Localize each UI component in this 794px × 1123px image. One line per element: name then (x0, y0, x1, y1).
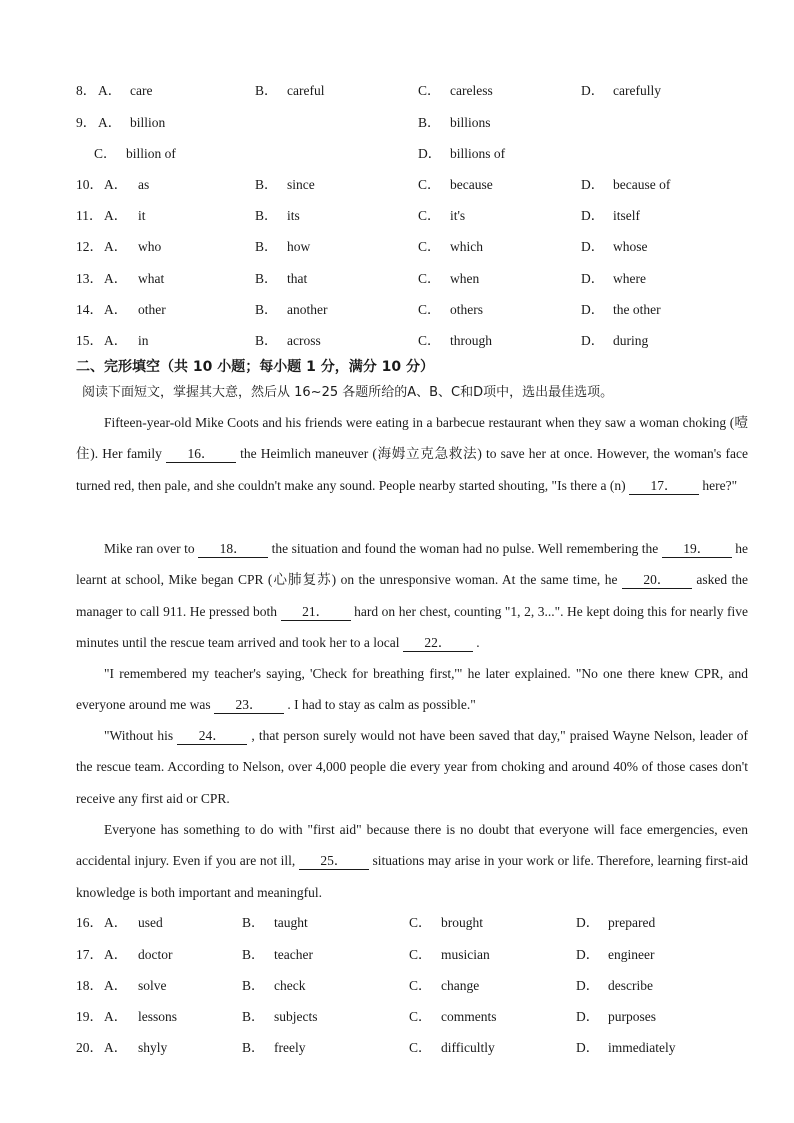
passage-text: situations may arise in your work or life. Therefore, learning first-aid knowledge is both important and meaningful. (76, 853, 748, 900)
option-a-text: in (138, 333, 149, 348)
option-c-text: through (450, 333, 492, 348)
passage-text: hard on her chest, counting "1, 2, 3...". He kept doing this for nearly five minutes until the rescue team arrived and took her to a local (76, 603, 748, 650)
option-c-label: C． (409, 978, 432, 993)
passage-text: Everyone has something to do with "first aid" because there is no doubt that everyone will face emergencies, even accidental injury. Even if you are not ill, (76, 822, 748, 869)
question-row-17 (76, 944, 756, 966)
passage-text: asked the manager to call 911. He pressed both (76, 572, 748, 619)
option-c-label: C． (418, 83, 441, 98)
option-c-text: comments (441, 1009, 497, 1024)
blank-22: 22． (403, 635, 473, 652)
option-b-text: another (287, 302, 328, 317)
passage-text: Mike ran over to (104, 541, 199, 556)
option-b-text: subjects (274, 1009, 318, 1024)
option-c-label: C． (409, 1009, 432, 1024)
blank-19: 19． (662, 541, 732, 558)
option-c-text: brought (441, 915, 483, 930)
option-d-label: D． (418, 146, 442, 161)
option-c-text: which (450, 239, 483, 254)
option-c-label: C． (418, 239, 441, 254)
passage-text: . (472, 634, 480, 650)
option-c-text: change (441, 978, 480, 993)
option-c-label: C． (409, 947, 432, 962)
option-a-label: A． (104, 947, 128, 962)
question-number: 9． (76, 115, 97, 130)
option-c-text: billion of (126, 146, 176, 161)
option-c-label: C． (409, 1040, 432, 1055)
option-b-text: billions (450, 115, 491, 130)
blank-23: 23． (214, 697, 284, 714)
option-a-label: A． (104, 915, 128, 930)
option-d-label: D． (581, 177, 605, 192)
question-row-19 (76, 1006, 756, 1028)
option-b-label: B． (418, 115, 441, 130)
option-b-label: B． (255, 333, 278, 348)
option-c-label: C． (94, 146, 117, 161)
passage-text: he learnt at school, Mike began CPR (心肺复苏) on the unresponsive woman. At the same time, he (76, 541, 748, 588)
option-b-label: B． (242, 1009, 265, 1024)
option-b-text: that (287, 271, 308, 286)
option-c-text: difficultly (441, 1040, 495, 1055)
option-a-text: what (138, 271, 165, 286)
option-b-label: B． (255, 83, 278, 98)
option-a-label: A． (98, 115, 122, 130)
question-number: 10． (76, 177, 103, 192)
blank-17: 17． (629, 478, 699, 495)
passage-text: here?" (699, 477, 738, 493)
option-d-label: D． (576, 978, 600, 993)
blank-21: 21． (281, 604, 351, 621)
option-d-label: D． (581, 302, 605, 317)
question-number: 13． (76, 271, 103, 286)
option-b-text: freely (274, 1040, 306, 1055)
option-d-text: the other (613, 302, 661, 317)
question-number: 17． (76, 947, 103, 962)
option-d-text: billions of (450, 146, 506, 161)
option-d-text: immediately (608, 1040, 676, 1055)
option-d-label: D． (581, 239, 605, 254)
option-d-text: engineer (608, 947, 655, 962)
option-b-text: teacher (274, 947, 313, 962)
option-a-label: A． (104, 302, 128, 317)
passage-paragraph-3 (76, 658, 748, 721)
option-a-label: A． (104, 978, 128, 993)
passage-text: the situation and found the woman had no pulse. Well remembering the (268, 541, 662, 556)
option-a-text: it (138, 208, 146, 223)
option-d-text: where (613, 271, 646, 286)
option-a-text: as (138, 177, 150, 192)
option-a-text: doctor (138, 947, 173, 962)
option-d-label: D． (581, 271, 605, 286)
option-a-label: A． (104, 1040, 128, 1055)
option-a-label: A． (104, 271, 128, 286)
question-row-20 (76, 1037, 756, 1059)
option-d-label: D． (581, 208, 605, 223)
passage-text: , that person surely would not have been saved that day," praised Wayne Nelson, leader of the rescue team. According to Nelson, over 4,000 people die every year from choking and around 40% of those cases don't receive any first aid or CPR. (76, 728, 748, 806)
passage-paragraph-4 (76, 720, 748, 814)
option-a-text: billion (130, 115, 166, 130)
option-a-label: A． (104, 333, 128, 348)
option-c-text: because (450, 177, 493, 192)
option-b-label: B． (242, 978, 265, 993)
option-c-label: C． (409, 915, 432, 930)
blank-20: 20． (622, 572, 692, 589)
question-number: 8． (76, 83, 97, 98)
option-b-text: its (287, 208, 300, 223)
question-number: 16． (76, 915, 103, 930)
option-a-label: A． (104, 177, 128, 192)
option-d-text: because of (613, 177, 671, 192)
option-b-text: careful (287, 83, 325, 98)
passage-paragraph-1 (76, 407, 748, 501)
option-b-label: B． (255, 271, 278, 286)
question-number: 14． (76, 302, 103, 317)
option-d-text: carefully (613, 83, 661, 98)
passage-text: . I had to stay as calm as possible." (283, 697, 476, 713)
question-row-11 (76, 205, 756, 227)
option-d-label: D． (581, 333, 605, 348)
passage-text: the Heimlich maneuver (海姆立克急救法) to save her at once. However, the woman's face turned red, then pale, and she couldn't make any sound. People nearby started shouting, "Is there a (n) (76, 446, 748, 493)
question-number: 12． (76, 239, 103, 254)
option-a-text: solve (138, 978, 167, 993)
option-a-text: lessons (138, 1009, 178, 1024)
option-b-label: B． (255, 177, 278, 192)
blank-18: 18． (198, 541, 268, 558)
option-d-label: D． (576, 915, 600, 930)
option-d-label: D． (576, 1040, 600, 1055)
question-number: 11． (76, 208, 103, 223)
section-instruction: 阅读下面短文，掌握其大意，然后从 16~25 各题所给的A、B、C和D项中，选出最佳选项。 (82, 385, 614, 400)
option-a-label: A． (104, 208, 128, 223)
option-b-label: B． (242, 947, 265, 962)
passage-paragraph-2 (76, 533, 748, 658)
option-c-text: musician (441, 947, 490, 962)
passage-text: "Without his (104, 728, 178, 743)
option-b-label: B． (242, 1040, 265, 1055)
question-row-16 (76, 912, 756, 934)
question-row-9-continued (76, 143, 756, 165)
question-row-12 (76, 236, 756, 258)
option-c-text: it's (450, 208, 466, 223)
option-a-label: A． (104, 1009, 128, 1024)
option-a-text: who (138, 239, 162, 254)
option-a-text: other (138, 302, 166, 317)
blank-24: 24． (177, 728, 247, 745)
question-row-10 (76, 174, 756, 196)
option-c-label: C． (418, 302, 441, 317)
question-row-15 (76, 330, 756, 352)
option-d-label: D． (576, 1009, 600, 1024)
option-c-label: C． (418, 271, 441, 286)
option-a-label: A． (98, 83, 122, 98)
question-row-8 (76, 80, 756, 102)
option-b-text: since (287, 177, 315, 192)
option-c-text: careless (450, 83, 493, 98)
option-b-text: check (274, 978, 306, 993)
option-a-text: used (138, 915, 163, 930)
option-b-label: B． (255, 208, 278, 223)
option-d-text: during (613, 333, 649, 348)
option-d-text: whose (613, 239, 648, 254)
passage-text: "I remembered my teacher's saying, 'Check for breathing first,'" he later explained. "No one there knew CPR, and everyone around me was (76, 666, 748, 713)
question-row-13 (76, 268, 756, 290)
option-c-label: C． (418, 333, 441, 348)
option-d-text: describe (608, 978, 653, 993)
question-number: 15． (76, 333, 103, 348)
passage-text: Fifteen-year-old Mike Coots and his friends were eating in a barbecue restaurant when they saw a woman choking (噎住). Her family (76, 415, 748, 462)
option-d-label: D． (581, 83, 605, 98)
option-b-label: B． (255, 239, 278, 254)
blank-25: 25． (299, 853, 369, 870)
question-row-14 (76, 299, 756, 321)
option-d-label: D． (576, 947, 600, 962)
blank-16: 16． (166, 446, 236, 463)
option-b-text: across (287, 333, 321, 348)
option-a-text: shyly (138, 1040, 168, 1055)
option-a-text: care (130, 83, 153, 98)
question-number: 20． (76, 1040, 103, 1055)
option-d-text: itself (613, 208, 640, 223)
option-c-text: when (450, 271, 480, 286)
option-c-text: others (450, 302, 483, 317)
option-b-label: B． (255, 302, 278, 317)
section-heading: 二、完形填空（共 10 小题；每小题 1 分，满分 10 分） (76, 359, 434, 375)
passage-paragraph-5 (76, 814, 748, 908)
option-b-label: B． (242, 915, 265, 930)
question-row-9 (76, 112, 756, 134)
option-a-label: A． (104, 239, 128, 254)
question-number: 18． (76, 978, 103, 993)
option-b-text: taught (274, 915, 308, 930)
option-c-label: C． (418, 177, 441, 192)
option-d-text: purposes (608, 1009, 656, 1024)
option-d-text: prepared (608, 915, 656, 930)
question-row-18 (76, 975, 756, 997)
option-b-text: how (287, 239, 311, 254)
question-number: 19． (76, 1009, 103, 1024)
option-c-label: C． (418, 208, 441, 223)
